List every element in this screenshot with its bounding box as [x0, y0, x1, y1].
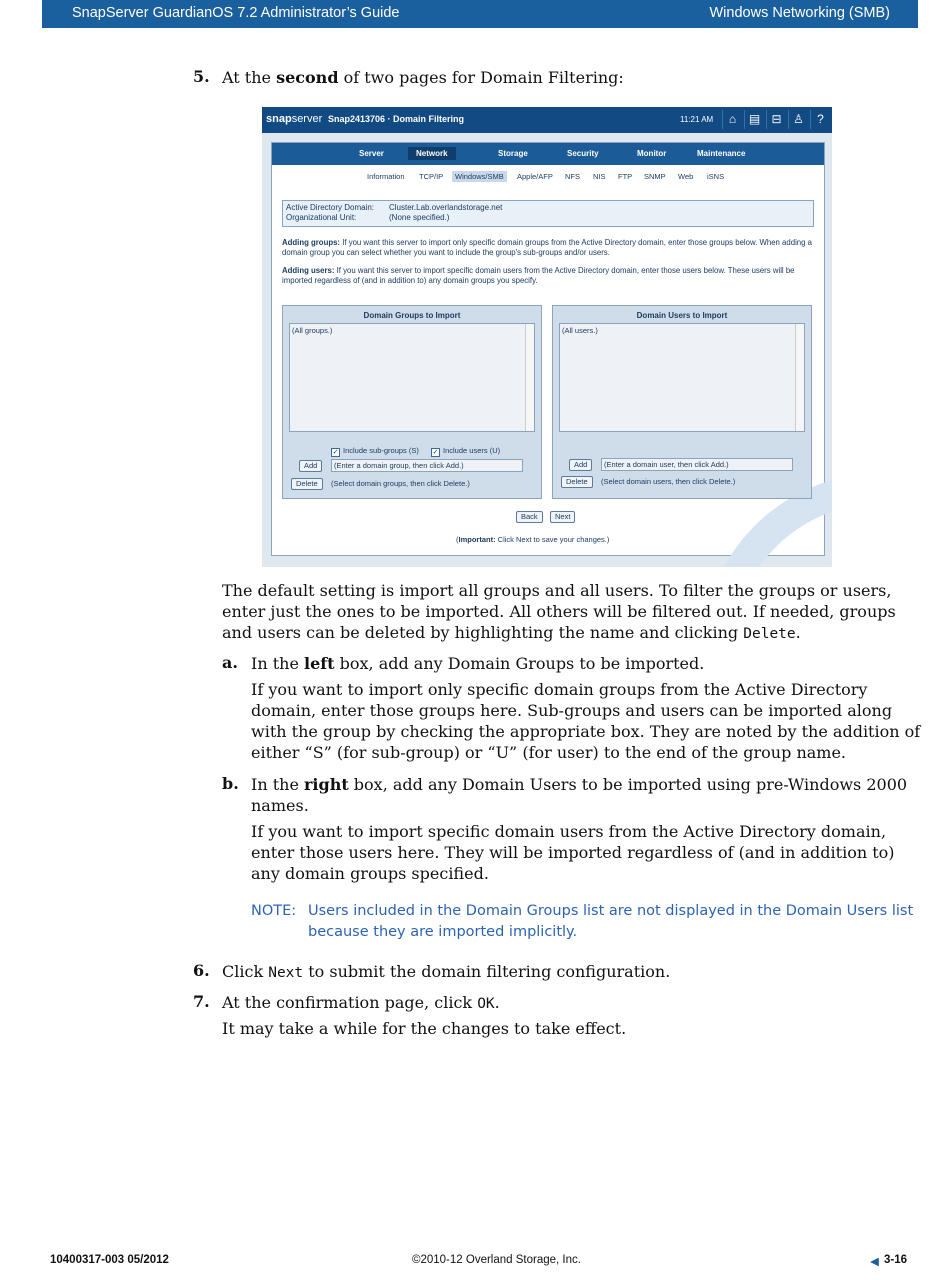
domain-groups-title: Domain Groups to Import	[363, 311, 461, 320]
include-users-checkbox[interactable]: ✓ Include users (U)	[432, 446, 501, 456]
adding-users-text: Adding users: If you want this server to import specific domain users from the Active Directory domain, enter those users below. These users will be imported regardless of (and in addition to) any domain groups you specify.	[282, 266, 795, 285]
subtab-ftp[interactable]: FTP	[618, 172, 633, 181]
tab-network[interactable]: Network	[408, 147, 456, 160]
page-header	[42, 0, 918, 28]
substep-b-text: If you want to import specific domain users from the Active Directory domain, enter those users here. They will be imported regardless of (and in addition to) any domain groups specified.	[251, 822, 895, 883]
domain-user-input[interactable]: (Enter a domain user, then click Add.)	[601, 458, 793, 471]
domain-users-title: Domain Users to Import	[636, 311, 728, 320]
subtab-nis[interactable]: NIS	[593, 172, 606, 181]
include-subgroups-checkbox[interactable]: ✓ Include sub-groups (S)	[332, 446, 419, 456]
tab-server[interactable]: Server	[359, 149, 384, 158]
window-title: Snap2413706 · Domain Filtering	[328, 114, 465, 124]
tab-storage[interactable]: Storage	[498, 149, 528, 158]
next-button[interactable]: Next	[550, 511, 575, 523]
embedded-screenshot	[262, 107, 832, 567]
domain-group-input[interactable]: (Enter a domain group, then click Add.)	[331, 459, 523, 472]
active-directory-info	[282, 200, 814, 227]
add-user-button[interactable]: Add	[569, 459, 592, 471]
substep-a-text: If you want to import only specific domain groups from the Active Directory domain, enter those groups here. Sub-groups and users can be imported along with the group by checking the appropriate box. They are noted by the addition of either “S” (for sub-group) or “U” (for user) to the end of the group name.	[251, 680, 921, 762]
back-button[interactable]: Back	[516, 511, 543, 523]
step-6-text: Click Next to submit the domain filtering configuration.	[222, 962, 671, 981]
snapserver-logo: snapserver	[266, 113, 323, 125]
ad-domain-value: Cluster.Lab.overlandstorage.net	[389, 203, 503, 212]
scrollbar[interactable]	[795, 324, 804, 431]
server-icon[interactable]: ▤	[744, 110, 764, 129]
substep-a-number: a.	[222, 653, 238, 672]
ad-domain-label: Active Directory Domain:	[286, 203, 375, 212]
subtab-information[interactable]: Information	[367, 172, 405, 181]
note-label: NOTE:	[251, 903, 297, 919]
add-group-button[interactable]: Add	[299, 460, 322, 472]
list-item[interactable]: (All users.)	[562, 326, 598, 335]
ou-label: Organizational Unit:	[286, 213, 357, 222]
guide-title: SnapServer GuardianOS 7.2 Administrator’s Guide	[72, 5, 400, 21]
default-setting-paragraph: The default setting is import all groups and all users. To filter the groups or users, enter just the ones to be imported. All others will be filtered out. If needed, groups and users can be deleted by highlighting the name and clicking Delete.	[222, 581, 896, 642]
list-item[interactable]: (All groups.)	[292, 326, 333, 335]
tab-monitor[interactable]: Monitor	[637, 149, 667, 158]
domain-groups-list[interactable]	[289, 323, 535, 432]
domain-users-list[interactable]	[559, 323, 805, 432]
delete-user-hint: (Select domain users, then click Delete.)	[601, 477, 736, 486]
subtab-web[interactable]: Web	[678, 172, 694, 181]
tab-maintenance[interactable]: Maintenance	[697, 149, 746, 158]
step-number: 6.	[193, 961, 210, 980]
delete-group-button[interactable]: Delete	[291, 478, 323, 490]
subtab-tcpip[interactable]: TCP/IP	[419, 172, 444, 181]
help-icon[interactable]: ?	[810, 110, 830, 129]
step-7-text: At the confirmation page, click OK.	[222, 993, 500, 1012]
main-nav	[272, 143, 824, 165]
important-note: (Important: Click Next to save your changes.)	[456, 535, 610, 544]
subtab-windows-smb[interactable]: Windows/SMB	[452, 171, 507, 182]
tab-security[interactable]: Security	[567, 149, 599, 158]
step-number: 5.	[193, 67, 210, 86]
note-text: Users included in the Domain Groups list are not displayed in the Domain Users list because they are imported implicitly.	[308, 903, 914, 940]
substep-a-heading: In the left box, add any Domain Groups to be imported.	[251, 654, 705, 673]
subtab-apple-afp[interactable]: Apple/AFP	[517, 172, 553, 181]
domain-users-box	[552, 305, 812, 499]
subtab-snmp[interactable]: SNMP	[644, 172, 666, 181]
domain-filtering-panel	[271, 142, 825, 556]
subtab-isns[interactable]: iSNS	[707, 172, 725, 181]
subtab-nfs[interactable]: NFS	[565, 172, 580, 181]
scrollbar[interactable]	[525, 324, 534, 431]
prev-page-arrow-icon[interactable]: ◀	[870, 1256, 879, 1268]
substep-b-heading: In the right box, add any Domain Users to be imported using pre-Windows 2000 names.	[251, 775, 908, 815]
delete-user-button[interactable]: Delete	[561, 476, 593, 488]
ou-value: (None specified.)	[389, 213, 450, 222]
doc-number: 10400317-003 05/2012	[50, 1254, 169, 1266]
sitemap-icon[interactable]: ♙	[788, 110, 808, 129]
adding-groups-text: Adding groups: If you want this server to import only specific domain groups from the Active Directory domain, enter those groups below. When adding a domain group you can select whether you want to include the group's sub-groups and/or users.	[282, 238, 812, 257]
delete-group-hint: (Select domain groups, then click Delete.)	[331, 479, 470, 488]
title-bar	[262, 107, 832, 133]
page-number: 3-16	[884, 1254, 908, 1266]
substep-b-number: b.	[222, 774, 239, 793]
network-icon[interactable]: ⊟	[766, 110, 786, 129]
step-number: 7.	[193, 992, 210, 1011]
clock: 11:21 AM	[680, 115, 714, 124]
section-title: Windows Networking (SMB)	[709, 5, 890, 21]
domain-groups-box	[282, 305, 542, 499]
step-7-note: It may take a while for the changes to take effect.	[222, 1019, 627, 1038]
copyright: ©2010-12 Overland Storage, Inc.	[412, 1254, 581, 1266]
home-icon[interactable]: ⌂	[722, 110, 742, 129]
step-text: At the second of two pages for Domain Filtering:	[222, 68, 624, 87]
